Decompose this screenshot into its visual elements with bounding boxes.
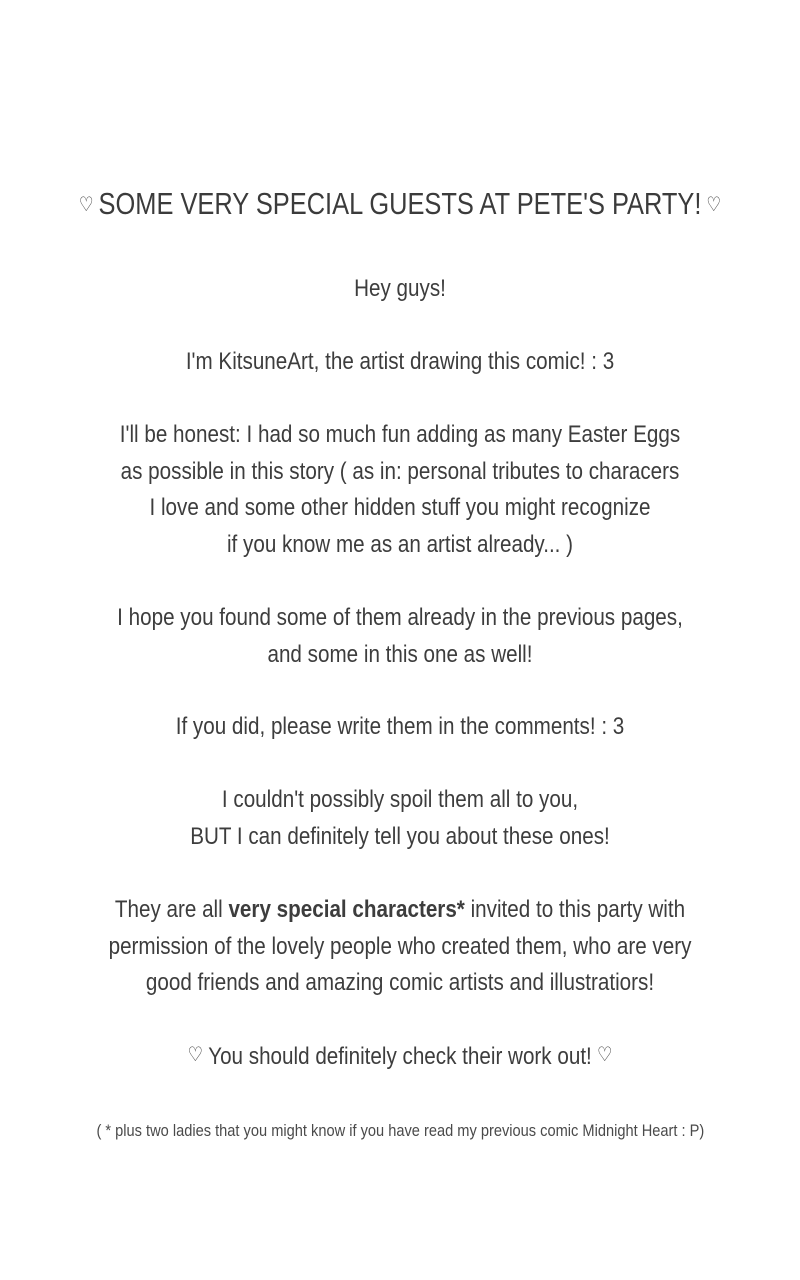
paragraph-line: I'll be honest: I had so much fun adding as many Easter Eggs <box>119 421 681 448</box>
emphasis-text: very special characters* <box>228 896 465 923</box>
heart-icon: ♡ <box>78 194 94 216</box>
greeting <box>0 271 800 308</box>
callout-text: You should definitely check their work out! <box>208 1043 592 1070</box>
paragraph-found <box>0 600 800 673</box>
page-title <box>72 186 728 222</box>
paragraph-line <box>56 892 744 929</box>
greeting-text: Hey guys! <box>354 275 446 302</box>
paragraph-line: and some in this one as well! <box>267 640 533 668</box>
heart-icon: ♡ <box>187 1044 204 1066</box>
paragraph-line: If you did, please write them in the comments! : 3 <box>175 713 625 740</box>
paragraph-line: permission of the lovely people who created them, who are very <box>108 932 692 960</box>
footnote-text: ( * plus two ladies that you might know if you have read my previous comic Midnight Heart : P) <box>96 1121 704 1140</box>
paragraph-line: BUT I can definitely tell you about these ones! <box>190 822 610 850</box>
paragraph-easter-eggs <box>0 417 800 563</box>
text-fragment: They are all <box>114 896 229 923</box>
paragraph-line: I hope you found some of them already in the previous pages, <box>117 604 683 631</box>
paragraph-line: I love and some other hidden stuff you might recognize <box>149 494 651 521</box>
paragraph-line: good friends and amazing comic artists and illustratiors! <box>145 969 655 996</box>
paragraph-comments <box>0 709 800 746</box>
paragraph-line: if you know me as an artist already... ) <box>226 530 574 558</box>
paragraph-line: I couldn't possibly spoil them all to you, <box>221 786 579 813</box>
paragraph-special-characters <box>0 892 800 1002</box>
intro-text: I'm KitsuneArt, the artist drawing this comic! : 3 <box>185 348 615 375</box>
heart-icon: ♡ <box>596 1044 613 1066</box>
callout-line <box>56 1037 744 1076</box>
intro <box>0 344 800 381</box>
callout <box>0 1037 800 1076</box>
footnote <box>0 1121 800 1141</box>
paragraph-spoil <box>0 782 800 855</box>
paragraph-line: as possible in this story ( as in: personal tributes to characers <box>120 457 680 485</box>
heart-icon: ♡ <box>706 194 722 216</box>
title-text: SOME VERY SPECIAL GUESTS AT PETE'S PARTY! <box>98 186 702 221</box>
text-fragment: invited to this party with <box>464 896 686 923</box>
